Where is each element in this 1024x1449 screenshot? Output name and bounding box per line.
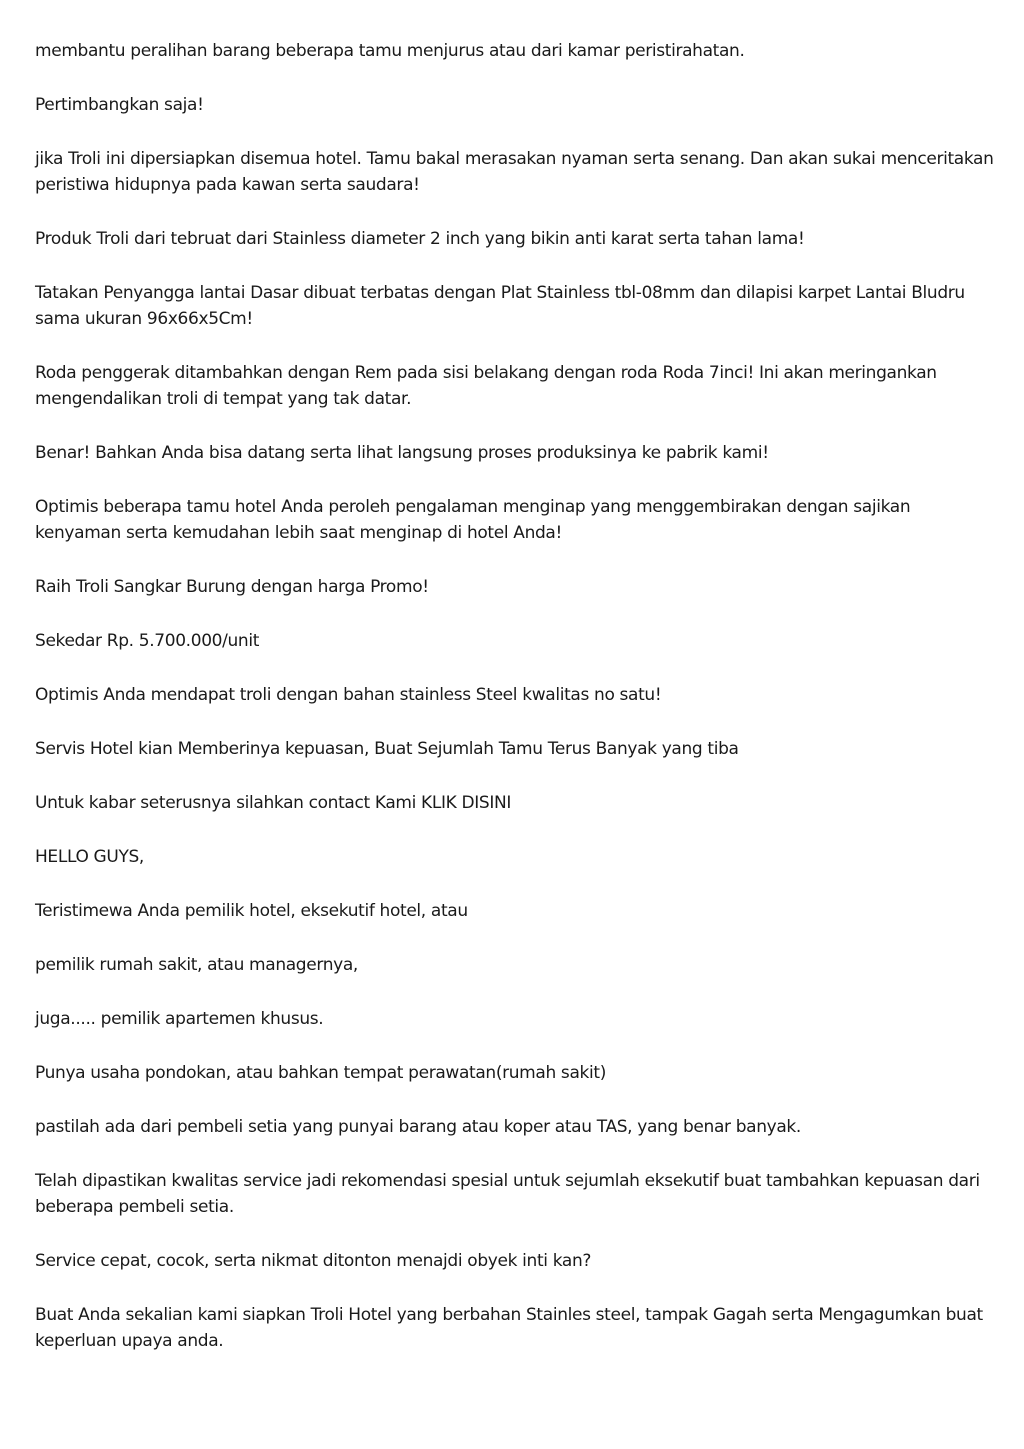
paragraph-fast-service: Service cepat, cocok, serta nikmat ditonton menajdi obyek inti kan?	[35, 1251, 592, 1271]
paragraph-hotel-owner: Teristimewa Anda pemilik hotel, eksekutif hotel, atau	[35, 901, 468, 921]
paragraph-hospital-owner: pemilik rumah sakit, atau managernya,	[35, 955, 358, 975]
paragraph-guest-experience: Optimis beberapa tamu hotel Anda peroleh pengalaman menginap yang menggembirakan dengan sajikan kenyaman serta kemudahan lebih saat menginap di hotel Anda!	[35, 497, 911, 543]
paragraph-quality: Optimis Anda mendapat troli dengan bahan stainless Steel kwalitas no satu!	[35, 685, 662, 705]
paragraph-intro: membantu peralihan barang beberapa tamu menjurus atau dari kamar peristirahatan.	[35, 41, 745, 61]
paragraph-hotel-guests: jika Troli ini dipersiapkan disemua hotel. Tamu bakal merasakan nyaman serta senang. Dan akan sukai menceritakan peristiwa hidupnya pada kawan serta saudara!	[35, 149, 994, 195]
paragraph-luggage: pastilah ada dari pembeli setia yang punyai barang atau koper atau TAS, yang benar banyak.	[35, 1117, 801, 1137]
paragraph-wheels: Roda penggerak ditambahkan dengan Rem pada sisi belakang dengan roda Roda 7inci! Ini akan meringankan mengendalikan troli di tempat yang tak datar.	[35, 363, 937, 409]
paragraph-service: Servis Hotel kian Memberinya kepuasan, Buat Sejumlah Tamu Terus Banyak yang tiba	[35, 739, 739, 759]
document-body	[35, 38, 997, 1382]
paragraph-factory-visit: Benar! Bahkan Anda bisa datang serta lihat langsung proses produksinya ke pabrik kami!	[35, 443, 769, 463]
paragraph-offer: Buat Anda sekalian kami siapkan Troli Hotel yang berbahan Stainles steel, tampak Gagah serta Mengagumkan buat keperluan upaya anda.	[35, 1305, 983, 1351]
paragraph-stainless: Produk Troli dari tebruat dari Stainless diameter 2 inch yang bikin anti karat serta tahan lama!	[35, 229, 805, 249]
paragraph-base-plate: Tatakan Penyangga lantai Dasar dibuat terbatas dengan Plat Stainless tbl-08mm dan dilapisi karpet Lantai Bludru sama ukuran 96x66x5Cm!	[35, 283, 965, 329]
paragraph-contact: Untuk kabar seterusnya silahkan contact Kami KLIK DISINI	[35, 793, 512, 813]
paragraph-business: Punya usaha pondokan, atau bahkan tempat perawatan(rumah sakit)	[35, 1063, 606, 1083]
paragraph-hello: HELLO GUYS,	[35, 847, 144, 867]
paragraph-consider: Pertimbangkan saja!	[35, 95, 204, 115]
paragraph-apartment-owner: juga..... pemilik apartemen khusus.	[35, 1009, 324, 1029]
paragraph-recommendation: Telah dipastikan kwalitas service jadi rekomendasi spesial untuk sejumlah eksekutif buat tambahkan kepuasan dari beberapa pembeli setia.	[35, 1171, 980, 1217]
paragraph-price: Sekedar Rp. 5.700.000/unit	[35, 631, 260, 651]
paragraph-promo: Raih Troli Sangkar Burung dengan harga Promo!	[35, 577, 429, 597]
